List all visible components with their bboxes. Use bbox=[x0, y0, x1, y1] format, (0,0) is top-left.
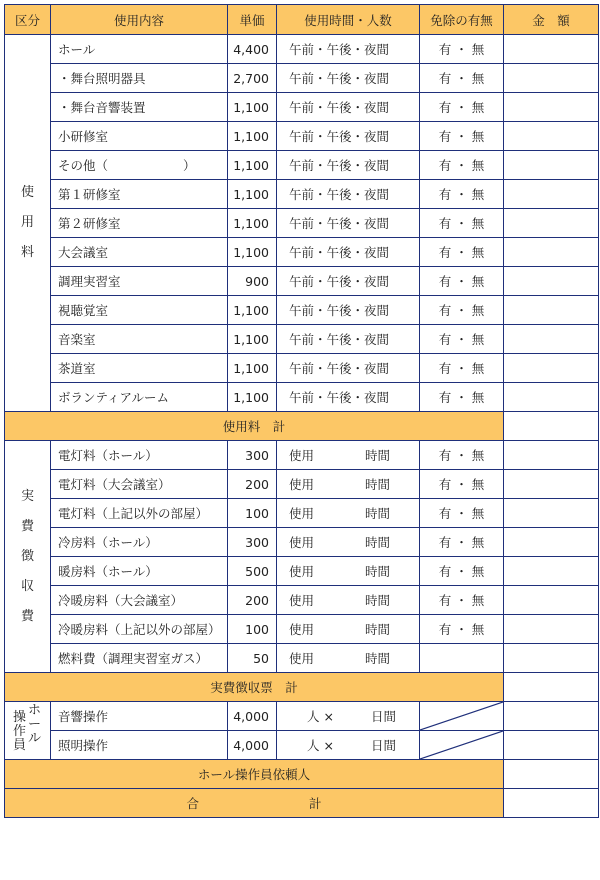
amount-field[interactable] bbox=[504, 586, 599, 615]
item-name: 電灯料（上記以外の部屋） bbox=[51, 499, 228, 528]
usage-hours-field[interactable] bbox=[277, 528, 420, 557]
hall-operator-subtotal-amount[interactable] bbox=[504, 760, 599, 789]
actual-cost-row bbox=[5, 470, 599, 499]
exemption-field[interactable]: 有 ・ 無 bbox=[420, 586, 504, 615]
grand-total-left: 合 bbox=[186, 796, 199, 811]
item-name: その他（ ） bbox=[51, 151, 228, 180]
usage-hours-field[interactable] bbox=[277, 615, 420, 644]
unit-price: 1,100 bbox=[228, 151, 277, 180]
item-name: 音楽室 bbox=[51, 325, 228, 354]
amount-field[interactable] bbox=[504, 64, 599, 93]
item-name: 暖房料（ホール） bbox=[51, 557, 228, 586]
amount-field[interactable] bbox=[504, 731, 599, 760]
amount-field[interactable] bbox=[504, 209, 599, 238]
diagonal-strike bbox=[420, 731, 503, 759]
category-char: 作 bbox=[13, 724, 27, 739]
actual-cost-row bbox=[5, 441, 599, 470]
item-name: 照明操作 bbox=[51, 731, 228, 760]
amount-field[interactable] bbox=[504, 35, 599, 64]
use-label: 使用 bbox=[289, 477, 315, 492]
amount-field[interactable] bbox=[504, 499, 599, 528]
time-slot-field[interactable]: 午前・午後・夜間 bbox=[277, 64, 420, 93]
exemption-field[interactable]: 有 ・ 無 bbox=[420, 528, 504, 557]
item-name: 冷暖房料（大会議室） bbox=[51, 586, 228, 615]
time-slot-field[interactable]: 午前・午後・夜間 bbox=[277, 209, 420, 238]
usage-hours-field[interactable] bbox=[277, 499, 420, 528]
item-name: ボランティアルーム bbox=[51, 383, 228, 412]
usage-hours-field[interactable] bbox=[277, 470, 420, 499]
exemption-field[interactable]: 有 ・ 無 bbox=[420, 93, 504, 122]
usage-fee-row bbox=[5, 325, 599, 354]
amount-field[interactable] bbox=[504, 702, 599, 731]
grand-total-row bbox=[5, 789, 599, 818]
amount-field[interactable] bbox=[504, 267, 599, 296]
time-slot-field[interactable]: 午前・午後・夜間 bbox=[277, 267, 420, 296]
unit-price: 100 bbox=[228, 499, 277, 528]
unit-price: 4,000 bbox=[228, 731, 277, 760]
amount-field[interactable] bbox=[504, 644, 599, 673]
actual-cost-subtotal-label: 実費徴収票 計 bbox=[5, 673, 504, 702]
unit-price: 1,100 bbox=[228, 209, 277, 238]
time-slot-field[interactable]: 午前・午後・夜間 bbox=[277, 35, 420, 64]
item-name: 冷暖房料（上記以外の部屋） bbox=[51, 615, 228, 644]
fee-table bbox=[4, 4, 599, 818]
amount-field[interactable] bbox=[504, 122, 599, 151]
item-name: 音響操作 bbox=[51, 702, 228, 731]
unit-price: 1,100 bbox=[228, 325, 277, 354]
hours-label: 時間 bbox=[365, 564, 391, 579]
unit-price: 1,100 bbox=[228, 93, 277, 122]
header-category: 区分 bbox=[5, 5, 51, 35]
grand-total-label bbox=[5, 789, 504, 818]
header-exemption: 免除の有無 bbox=[420, 5, 504, 35]
item-name: 第２研修室 bbox=[51, 209, 228, 238]
unit-price: 1,100 bbox=[228, 180, 277, 209]
header-amount: 金 額 bbox=[504, 5, 599, 35]
usage-fee-subtotal-row bbox=[5, 412, 599, 441]
amount-field[interactable] bbox=[504, 354, 599, 383]
actual-cost-subtotal-amount[interactable] bbox=[504, 673, 599, 702]
item-name: ・舞台音響装置 bbox=[51, 93, 228, 122]
exemption-field[interactable] bbox=[420, 644, 504, 673]
unit-price: 4,000 bbox=[228, 702, 277, 731]
exemption-field[interactable]: 有 ・ 無 bbox=[420, 122, 504, 151]
header-content: 使用内容 bbox=[51, 5, 228, 35]
use-label: 使用 bbox=[289, 651, 315, 666]
amount-field[interactable] bbox=[504, 383, 599, 412]
usage-fee-row bbox=[5, 64, 599, 93]
hall-operator-subtotal-row bbox=[5, 760, 599, 789]
persons-label: 人 × bbox=[307, 738, 334, 753]
exemption-field[interactable]: 有 ・ 無 bbox=[420, 441, 504, 470]
hall-operator-row bbox=[5, 731, 599, 760]
item-name: ・舞台照明器具 bbox=[51, 64, 228, 93]
use-label: 使用 bbox=[289, 448, 315, 463]
category-char: 費 bbox=[20, 518, 34, 534]
use-label: 使用 bbox=[289, 593, 315, 608]
usage-fee-row bbox=[5, 209, 599, 238]
usage-fee-subtotal-label: 使用料 計 bbox=[5, 412, 504, 441]
actual-cost-row bbox=[5, 586, 599, 615]
use-label: 使用 bbox=[289, 535, 315, 550]
amount-field[interactable] bbox=[504, 470, 599, 499]
usage-fee-row bbox=[5, 151, 599, 180]
amount-field[interactable] bbox=[504, 615, 599, 644]
amount-field[interactable] bbox=[504, 441, 599, 470]
usage-fee-row bbox=[5, 383, 599, 412]
item-name: ホール bbox=[51, 35, 228, 64]
exemption-field[interactable]: 有 ・ 無 bbox=[420, 383, 504, 412]
diagonal-strike bbox=[420, 702, 503, 730]
usage-fee-subtotal-amount[interactable] bbox=[504, 412, 599, 441]
exemption-field[interactable]: 有 ・ 無 bbox=[420, 296, 504, 325]
item-name: 燃料費（調理実習室ガス） bbox=[51, 644, 228, 673]
time-slot-field[interactable]: 午前・午後・夜間 bbox=[277, 325, 420, 354]
usage-hours-field[interactable] bbox=[277, 586, 420, 615]
amount-field[interactable] bbox=[504, 325, 599, 354]
usage-fee-row bbox=[5, 238, 599, 267]
hours-label: 時間 bbox=[365, 651, 391, 666]
amount-field[interactable] bbox=[504, 93, 599, 122]
exemption-field[interactable]: 有 ・ 無 bbox=[420, 615, 504, 644]
item-name: 茶道室 bbox=[51, 354, 228, 383]
time-slot-field[interactable]: 午前・午後・夜間 bbox=[277, 151, 420, 180]
hours-label: 時間 bbox=[365, 506, 391, 521]
amount-field[interactable] bbox=[504, 151, 599, 180]
days-label: 日間 bbox=[371, 709, 397, 724]
time-slot-field[interactable]: 午前・午後・夜間 bbox=[277, 122, 420, 151]
category-char: 使 bbox=[20, 185, 34, 200]
use-label: 使用 bbox=[289, 564, 315, 579]
hours-label: 時間 bbox=[365, 477, 391, 492]
unit-price: 1,100 bbox=[228, 354, 277, 383]
persons-days-field[interactable] bbox=[277, 731, 420, 760]
unit-price: 900 bbox=[228, 267, 277, 296]
time-slot-field[interactable]: 午前・午後・夜間 bbox=[277, 238, 420, 267]
category-char: ホ bbox=[28, 703, 42, 718]
category-char: 員 bbox=[13, 738, 27, 753]
hours-label: 時間 bbox=[365, 448, 391, 463]
hall-operator-subtotal-label: ホール操作員依頼人 bbox=[5, 760, 504, 789]
actual-cost-row bbox=[5, 499, 599, 528]
unit-price: 200 bbox=[228, 586, 277, 615]
use-label: 使用 bbox=[289, 506, 315, 521]
exemption-field[interactable]: 有 ・ 無 bbox=[420, 209, 504, 238]
category-char: 収 bbox=[20, 578, 34, 594]
unit-price: 2,700 bbox=[228, 64, 277, 93]
item-name: 冷房料（ホール） bbox=[51, 528, 228, 557]
category-char: ー bbox=[28, 717, 42, 732]
time-slot-field[interactable]: 午前・午後・夜間 bbox=[277, 354, 420, 383]
usage-hours-field[interactable] bbox=[277, 557, 420, 586]
unit-price: 500 bbox=[228, 557, 277, 586]
unit-price: 1,100 bbox=[228, 122, 277, 151]
usage-fee-row bbox=[5, 35, 599, 64]
amount-field[interactable] bbox=[504, 528, 599, 557]
exemption-field[interactable]: 有 ・ 無 bbox=[420, 470, 504, 499]
actual-cost-row bbox=[5, 615, 599, 644]
item-name: 視聴覚室 bbox=[51, 296, 228, 325]
exemption-field[interactable]: 有 ・ 無 bbox=[420, 325, 504, 354]
header-price: 単価 bbox=[228, 5, 277, 35]
actual-cost-row bbox=[5, 557, 599, 586]
item-name: 第１研修室 bbox=[51, 180, 228, 209]
usage-fee-row bbox=[5, 93, 599, 122]
unit-price: 1,100 bbox=[228, 383, 277, 412]
category-hall-operator bbox=[5, 702, 51, 760]
use-label: 使用 bbox=[289, 622, 315, 637]
item-name: 小研修室 bbox=[51, 122, 228, 151]
amount-field[interactable] bbox=[504, 296, 599, 325]
category-char: 料 bbox=[20, 245, 34, 260]
category-usage-fee bbox=[5, 35, 51, 412]
unit-price: 1,100 bbox=[228, 238, 277, 267]
usage-hours-field[interactable] bbox=[277, 441, 420, 470]
time-slot-field[interactable]: 午前・午後・夜間 bbox=[277, 383, 420, 412]
exemption-not-applicable bbox=[420, 731, 504, 760]
category-actual-cost bbox=[5, 441, 51, 673]
item-name: 調理実習室 bbox=[51, 267, 228, 296]
usage-fee-row bbox=[5, 122, 599, 151]
exemption-field[interactable]: 有 ・ 無 bbox=[420, 354, 504, 383]
unit-price: 1,100 bbox=[228, 296, 277, 325]
unit-price: 300 bbox=[228, 528, 277, 557]
persons-days-field[interactable] bbox=[277, 702, 420, 731]
header-row bbox=[5, 5, 599, 35]
usage-fee-row bbox=[5, 180, 599, 209]
usage-fee-row bbox=[5, 354, 599, 383]
exemption-not-applicable bbox=[420, 702, 504, 731]
exemption-field[interactable]: 有 ・ 無 bbox=[420, 238, 504, 267]
actual-cost-row bbox=[5, 528, 599, 557]
category-col-2 bbox=[28, 704, 41, 746]
actual-cost-subtotal-row bbox=[5, 673, 599, 702]
usage-fee-row bbox=[5, 267, 599, 296]
category-char: 徴 bbox=[20, 548, 34, 564]
exemption-field[interactable]: 有 ・ 無 bbox=[420, 180, 504, 209]
hours-label: 時間 bbox=[365, 593, 391, 608]
persons-label: 人 × bbox=[307, 709, 334, 724]
item-name: 電灯料（大会議室） bbox=[51, 470, 228, 499]
amount-field[interactable] bbox=[504, 557, 599, 586]
hall-operator-row bbox=[5, 702, 599, 731]
header-time: 使用時間・人数 bbox=[277, 5, 420, 35]
item-name: 電灯料（ホール） bbox=[51, 441, 228, 470]
unit-price: 100 bbox=[228, 615, 277, 644]
exemption-field[interactable]: 有 ・ 無 bbox=[420, 35, 504, 64]
usage-hours-field[interactable] bbox=[277, 644, 420, 673]
time-slot-field[interactable]: 午前・午後・夜間 bbox=[277, 296, 420, 325]
amount-field[interactable] bbox=[504, 180, 599, 209]
category-char: 用 bbox=[20, 215, 34, 230]
time-slot-field[interactable]: 午前・午後・夜間 bbox=[277, 180, 420, 209]
category-col-1 bbox=[13, 711, 26, 753]
days-label: 日間 bbox=[371, 738, 397, 753]
category-char: 実 bbox=[20, 488, 34, 504]
category-char: 操 bbox=[13, 710, 27, 725]
exemption-field[interactable]: 有 ・ 無 bbox=[420, 267, 504, 296]
usage-fee-row bbox=[5, 296, 599, 325]
grand-total-right: 計 bbox=[309, 796, 322, 811]
hours-label: 時間 bbox=[365, 622, 391, 637]
time-slot-field[interactable]: 午前・午後・夜間 bbox=[277, 93, 420, 122]
exemption-field[interactable]: 有 ・ 無 bbox=[420, 499, 504, 528]
actual-cost-row bbox=[5, 644, 599, 673]
grand-total-amount[interactable] bbox=[504, 789, 599, 818]
unit-price: 200 bbox=[228, 470, 277, 499]
category-char: 費 bbox=[20, 608, 34, 624]
exemption-field[interactable]: 有 ・ 無 bbox=[420, 64, 504, 93]
category-char: ル bbox=[28, 731, 42, 746]
unit-price: 50 bbox=[228, 644, 277, 673]
unit-price: 4,400 bbox=[228, 35, 277, 64]
exemption-field[interactable]: 有 ・ 無 bbox=[420, 151, 504, 180]
unit-price: 300 bbox=[228, 441, 277, 470]
amount-field[interactable] bbox=[504, 238, 599, 267]
hours-label: 時間 bbox=[365, 535, 391, 550]
item-name: 大会議室 bbox=[51, 238, 228, 267]
exemption-field[interactable]: 有 ・ 無 bbox=[420, 557, 504, 586]
